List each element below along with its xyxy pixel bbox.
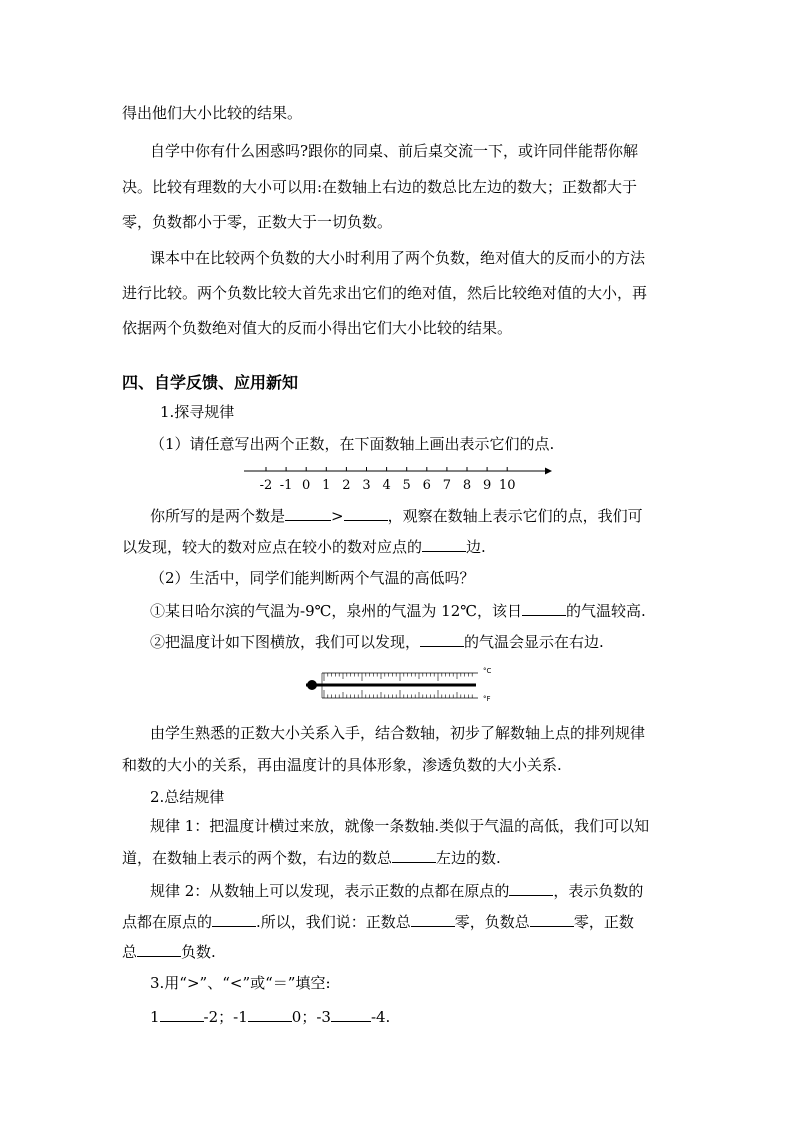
- fill-text: 0；-3: [291, 1008, 331, 1026]
- rule-text: 规律 1：把温度计横过来放，就像一条数轴.类似于气温的高低，我们可以知: [150, 817, 650, 835]
- rule-text: 零，正数: [573, 913, 634, 931]
- paragraph-line: 依据两个负数绝对值大的反而小得出它们大小比较的结果。: [122, 319, 513, 337]
- paragraph-line: 课本中在比较两个负数的大小时利用了两个负数，绝对值大的反而小的方法: [150, 249, 646, 267]
- thermometer-bulb: [307, 680, 317, 690]
- answer-blank[interactable]: [411, 911, 455, 927]
- subsection-title: 1.探寻规律: [160, 403, 235, 421]
- axis-tick-label: 8: [462, 478, 472, 493]
- thermometer-unit-label: °F: [483, 695, 491, 703]
- axis-tick-label: -1: [279, 478, 293, 493]
- paragraph-line: 决。比较有理数的大小可以用:在数轴上右边的数总比左边的数大；正数都大于: [122, 178, 638, 196]
- fill-text: -4.: [370, 1008, 391, 1026]
- axis-tick-label: 5: [402, 478, 411, 493]
- rule-text: 点都在原点的: [122, 913, 213, 931]
- answer-blank[interactable]: [530, 911, 574, 927]
- rule-text: 负数.: [181, 943, 216, 961]
- rule-text: 规律 2：从数轴上可以发现，表示正数的点都在原点的: [150, 882, 510, 900]
- axis-tick-label: 0: [302, 478, 311, 493]
- paragraph-line: 得出他们大小比较的结果。: [122, 104, 303, 122]
- answer-blank[interactable]: [509, 880, 553, 896]
- rule-text: 总: [122, 943, 138, 961]
- axis-tick-label: -2: [259, 478, 273, 493]
- question-text: 边.: [466, 538, 486, 556]
- thermometer-unit-label: °C: [483, 667, 492, 675]
- answer-blank[interactable]: [137, 941, 181, 957]
- subsection-title: 2.总结规律: [150, 788, 225, 806]
- question-text: （1）请任意写出两个正数，在下面数轴上画出表示它们的点.: [150, 435, 555, 453]
- question-line: [122, 941, 216, 962]
- axis-tick-label: 7: [442, 478, 452, 493]
- fill-text: -2；-1: [203, 1008, 248, 1026]
- answer-blank[interactable]: [212, 911, 256, 927]
- axis-tick-label: 2: [342, 478, 351, 493]
- paragraph-line: 进行比较。两个负数比较大首先求出它们的绝对值，然后比较绝对值的大小，再: [122, 284, 648, 302]
- question-text: 以发现，较大的数对应点在较小的数对应点的: [122, 538, 423, 556]
- rule-text: 道，在数轴上表示的两个数，右边的数总: [122, 849, 393, 867]
- section-heading: 四、自学反馈、应用新知: [122, 373, 299, 392]
- rule-text: 零，负数总: [454, 913, 530, 931]
- paragraph-line: 和数的大小的关系，再由温度计的具体形象，渗透负数的大小关系.: [122, 756, 562, 774]
- axis-tick-label: 6: [422, 478, 431, 493]
- fill-text: 1: [150, 1008, 160, 1026]
- greater-sign: >: [331, 507, 344, 525]
- question-line: [150, 1006, 390, 1027]
- question-text: ，观察在数轴上表示它们的点，我们可: [387, 507, 643, 525]
- subsection-title: 3.用“>”、“<”或“＝”填空:: [150, 974, 331, 992]
- axis-tick-label: 1: [322, 478, 331, 493]
- question-text: ①某日哈尔滨的气温为-9℃，泉州的气温为 12℃，该日: [150, 602, 523, 620]
- question-line: [150, 880, 643, 901]
- question-text: ②把温度计如下图横放，我们可以发现，: [150, 633, 421, 651]
- rule-text: .所以，我们说：正数总: [256, 913, 411, 931]
- paragraph-line: 自学中你有什么困惑吗?跟你的同桌、前后桌交流一下，或许同伴能帮你解: [150, 142, 639, 160]
- question-text: 的气温会显示在右边.: [464, 633, 604, 651]
- axis-tick-label: 10: [498, 478, 516, 493]
- rule-text: ，表示负数的: [553, 882, 644, 900]
- answer-blank[interactable]: [392, 847, 436, 863]
- answer-blank[interactable]: [160, 1006, 204, 1022]
- rule-text: 左边的数.: [436, 849, 501, 867]
- question-text: 的气温较高.: [566, 602, 646, 620]
- paragraph-line: 零，负数都小于零，正数大于一切负数。: [122, 213, 393, 231]
- answer-blank[interactable]: [248, 1006, 292, 1022]
- question-line: [122, 911, 634, 932]
- answer-blank[interactable]: [331, 1006, 371, 1022]
- question-text: 你所写的是两个数是: [150, 507, 286, 525]
- paragraph-line: 由学生熟悉的正数大小关系入手，结合数轴，初步了解数轴上点的排列规律: [150, 724, 646, 742]
- axis-tick-label: 4: [382, 478, 391, 493]
- question-line: [122, 847, 501, 868]
- question-text: （2）生活中，同学们能判断两个气温的高低吗？: [150, 569, 475, 587]
- axis-tick-label: 3: [362, 478, 371, 493]
- axis-tick-label: 9: [482, 478, 492, 493]
